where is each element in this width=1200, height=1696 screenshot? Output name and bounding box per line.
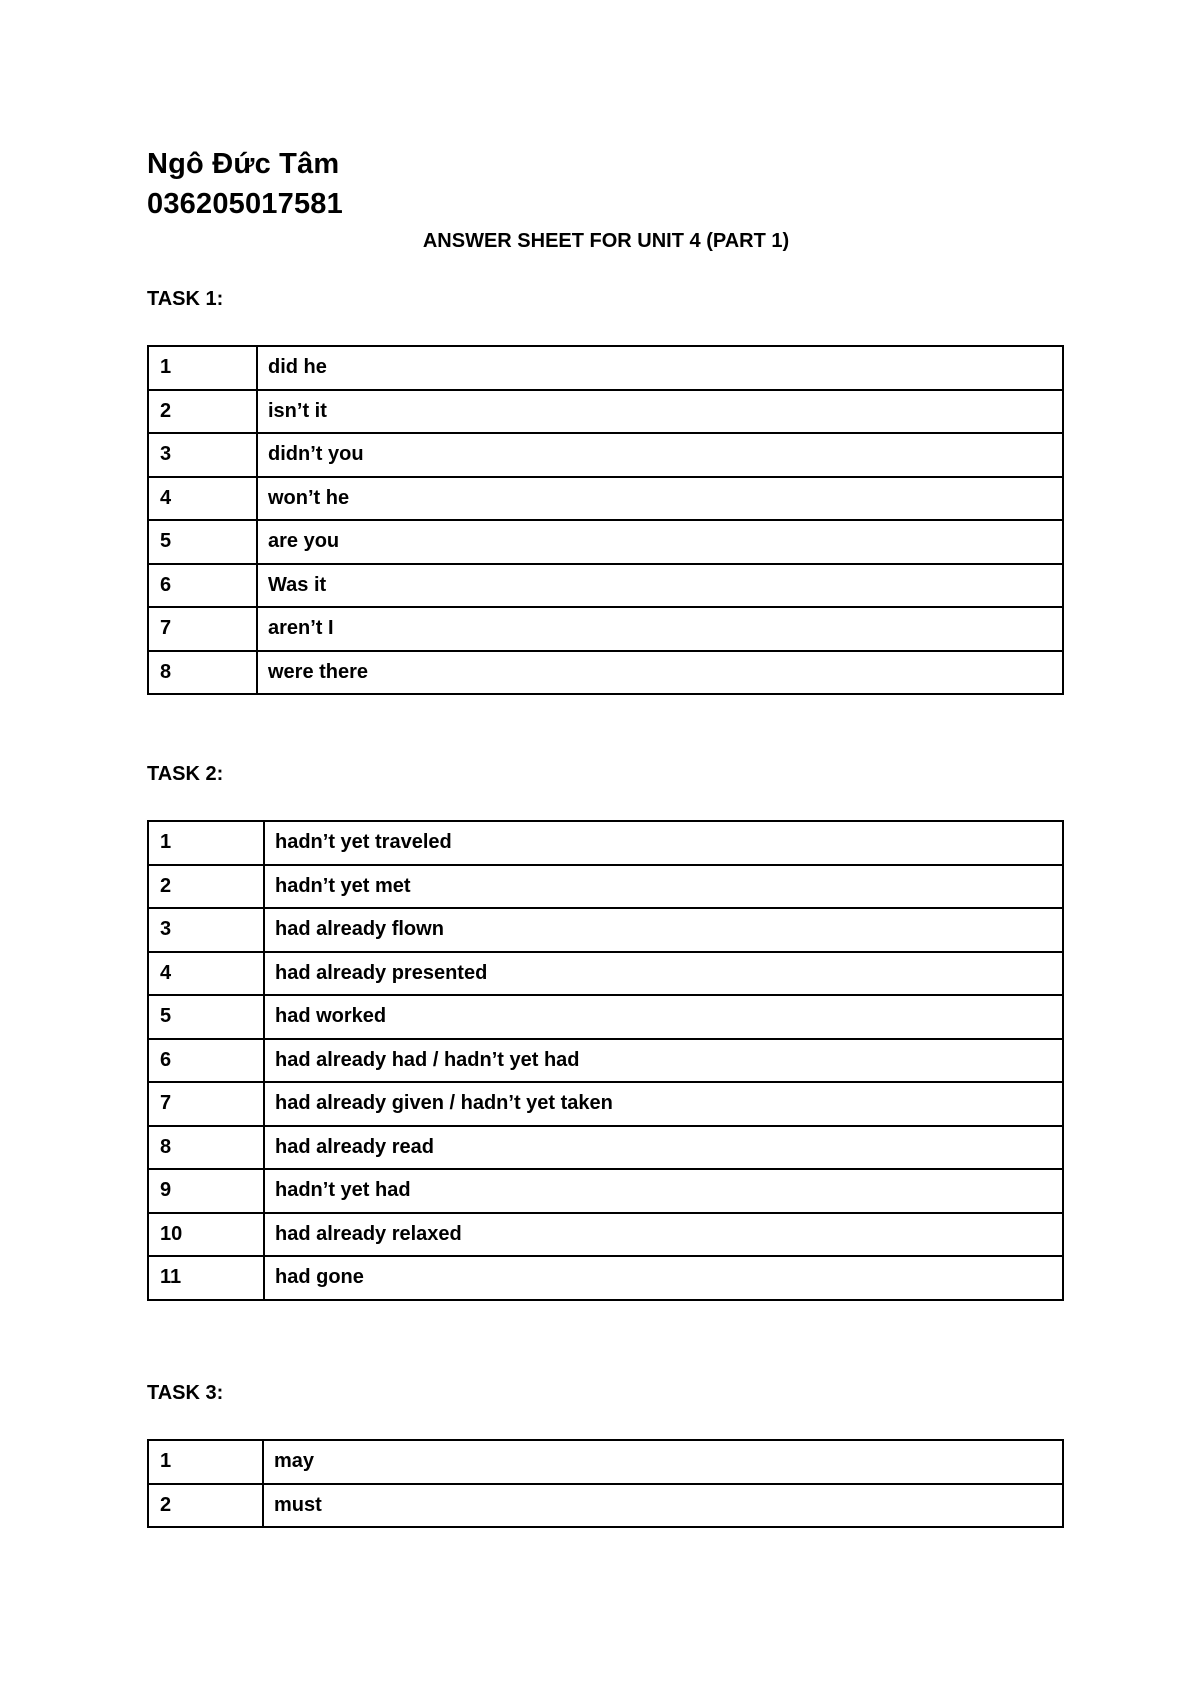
table-row xyxy=(148,564,1063,608)
answer-cell: had already flown xyxy=(264,908,1063,952)
table-row xyxy=(148,390,1063,434)
student-id: 036205017581 xyxy=(147,188,343,220)
answer-cell: won’t he xyxy=(257,477,1063,521)
sheet-title: ANSWER SHEET FOR UNIT 4 (PART 1) xyxy=(422,230,790,252)
table-row xyxy=(148,477,1063,521)
table-row xyxy=(148,995,1063,1039)
table-row xyxy=(148,1039,1063,1083)
question-number: 6 xyxy=(148,564,257,608)
question-number: 10 xyxy=(148,1213,264,1257)
answer-cell: had worked xyxy=(264,995,1063,1039)
question-number: 1 xyxy=(148,821,264,865)
question-number: 2 xyxy=(148,1484,263,1528)
answer-cell: are you xyxy=(257,520,1063,564)
answer-cell: aren’t I xyxy=(257,607,1063,651)
answer-cell: didn’t you xyxy=(257,433,1063,477)
question-number: 9 xyxy=(148,1169,264,1213)
answer-cell: had already relaxed xyxy=(264,1213,1063,1257)
question-number: 6 xyxy=(148,1039,264,1083)
question-number: 11 xyxy=(148,1256,264,1300)
table-row xyxy=(148,651,1063,695)
question-number: 7 xyxy=(148,607,257,651)
question-number: 2 xyxy=(148,390,257,434)
question-number: 5 xyxy=(148,520,257,564)
task-2-heading: TASK 2: xyxy=(147,763,224,785)
answer-cell: had already had / hadn’t yet had xyxy=(264,1039,1063,1083)
table-row xyxy=(148,1169,1063,1213)
table-row xyxy=(148,952,1063,996)
question-number: 4 xyxy=(148,952,264,996)
question-number: 1 xyxy=(148,346,257,390)
table-row xyxy=(148,520,1063,564)
task-3-answer-table xyxy=(147,1439,1064,1528)
table-row xyxy=(148,433,1063,477)
answer-cell: had already given / hadn’t yet taken xyxy=(264,1082,1063,1126)
answer-cell: did he xyxy=(257,346,1063,390)
answer-cell: had gone xyxy=(264,1256,1063,1300)
question-number: 3 xyxy=(148,433,257,477)
table-row xyxy=(148,865,1063,909)
student-name: Ngô Đức Tâm xyxy=(147,148,340,180)
question-number: 7 xyxy=(148,1082,264,1126)
answer-cell: isn’t it xyxy=(257,390,1063,434)
answer-cell: had already read xyxy=(264,1126,1063,1170)
answer-cell: hadn’t yet met xyxy=(264,865,1063,909)
question-number: 8 xyxy=(148,1126,264,1170)
table-row xyxy=(148,607,1063,651)
question-number: 8 xyxy=(148,651,257,695)
table-row xyxy=(148,1213,1063,1257)
question-number: 3 xyxy=(148,908,264,952)
question-number: 5 xyxy=(148,995,264,1039)
answer-cell: hadn’t yet had xyxy=(264,1169,1063,1213)
question-number: 2 xyxy=(148,865,264,909)
answer-cell: hadn’t yet traveled xyxy=(264,821,1063,865)
task-2-answer-table xyxy=(147,820,1064,1301)
answer-cell: Was it xyxy=(257,564,1063,608)
answer-cell: were there xyxy=(257,651,1063,695)
task-1-answer-table xyxy=(147,345,1064,695)
table-row xyxy=(148,908,1063,952)
answer-cell: must xyxy=(263,1484,1063,1528)
answer-cell: had already presented xyxy=(264,952,1063,996)
table-row xyxy=(148,1440,1063,1484)
table-row xyxy=(148,1484,1063,1528)
table-row xyxy=(148,1082,1063,1126)
question-number: 4 xyxy=(148,477,257,521)
question-number: 1 xyxy=(148,1440,263,1484)
task-3-heading: TASK 3: xyxy=(147,1382,224,1404)
table-row xyxy=(148,346,1063,390)
table-row xyxy=(148,821,1063,865)
answer-cell: may xyxy=(263,1440,1063,1484)
table-row xyxy=(148,1256,1063,1300)
task-1-heading: TASK 1: xyxy=(147,288,224,310)
table-row xyxy=(148,1126,1063,1170)
